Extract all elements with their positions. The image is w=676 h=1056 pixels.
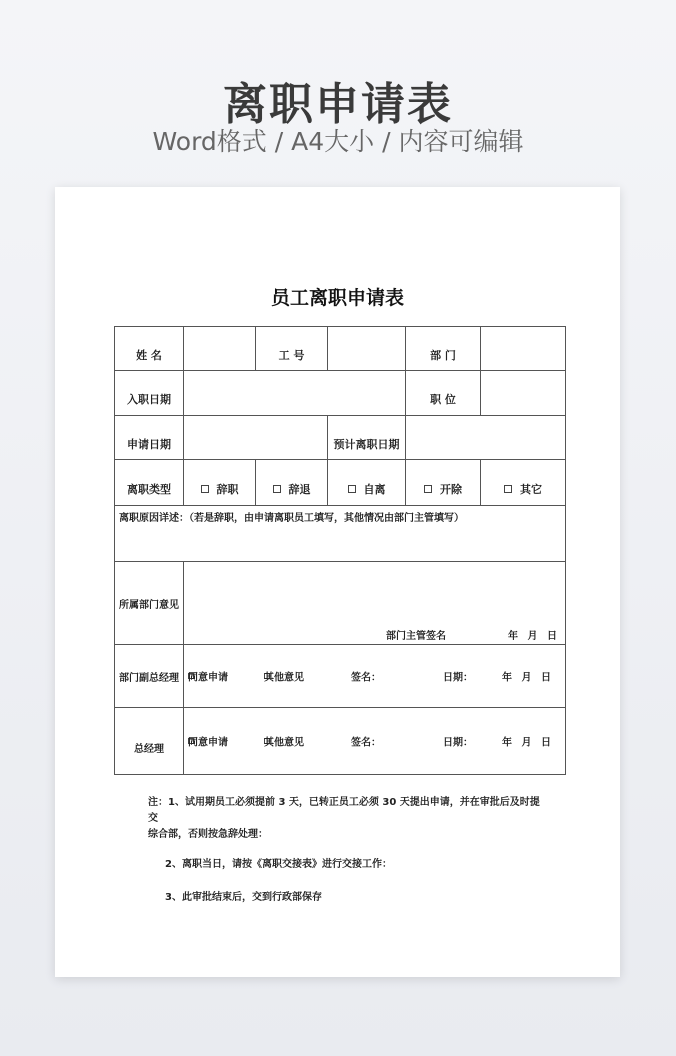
- option-fired[interactable]: 开除: [406, 460, 481, 506]
- option-self-leave[interactable]: 自离: [328, 460, 406, 506]
- gm-date-label: 日期：: [443, 737, 473, 749]
- label-entry-date: 入职日期: [115, 371, 184, 416]
- document-page: [55, 187, 620, 977]
- checkbox-icon[interactable]: [424, 485, 432, 493]
- label-apply-date: 申请日期: [115, 416, 184, 460]
- label-dept-opinion: 所属部门意见: [115, 562, 184, 645]
- option-other[interactable]: 其它: [481, 460, 566, 506]
- notes-section: [148, 795, 548, 906]
- note-1-line-2: 综合部，否则按急辞处理：: [148, 829, 268, 840]
- field-expected-date[interactable]: [406, 416, 566, 460]
- vp-approval-cell[interactable]: 同意申请 其他意见 签名： 日期： 年 月 日: [184, 645, 566, 708]
- field-position[interactable]: [481, 371, 566, 416]
- checkbox-icon[interactable]: [273, 485, 281, 493]
- field-employee-id[interactable]: [328, 327, 406, 371]
- field-apply-date[interactable]: [184, 416, 328, 460]
- vp-date-label: 日期：: [443, 672, 473, 684]
- gm-sign-label: 签名：: [351, 737, 381, 749]
- resignation-form-table: [114, 326, 566, 775]
- dept-opinion-cell[interactable]: [184, 562, 566, 645]
- dept-opinion-date: 年 月 日: [508, 631, 557, 642]
- label-expected-date: 预计离职日期: [328, 416, 406, 460]
- page-hero-subtitle: Word格式 / A4大小 / 内容可编辑: [152, 127, 524, 156]
- gm-date-value: 年 月 日: [502, 737, 551, 749]
- label-employee-id: 工 号: [256, 327, 328, 371]
- field-department[interactable]: [481, 327, 566, 371]
- checkbox-icon[interactable]: [201, 485, 209, 493]
- note-1-line-1: 注：1、试用期员工必须提前 3 天，已转正员工必须 30 天提出申请，并在审批后及时提交: [148, 797, 540, 824]
- supervisor-signature-label: 部门主管签名: [386, 631, 446, 642]
- option-resign[interactable]: 辞职: [184, 460, 256, 506]
- label-gm-approval: 总经理: [115, 708, 184, 775]
- option-dismiss[interactable]: 辞退: [256, 460, 328, 506]
- reason-detail-cell[interactable]: [115, 506, 566, 562]
- note-2: 2、离职当日，请按《离职交接表》进行交接工作：: [165, 859, 392, 870]
- page-hero-title: 离职申请表: [223, 79, 453, 130]
- gm-approval-cell[interactable]: 同意申请 其他意见 签名： 日期： 年 月 日: [184, 708, 566, 775]
- label-position: 职 位: [406, 371, 481, 416]
- label-name: 姓 名: [115, 327, 184, 371]
- checkbox-icon[interactable]: [504, 485, 512, 493]
- reason-detail-label: 离职原因详述：（若是辞职，由申请离职员工填写，其他情况由部门主管填写）: [119, 513, 464, 524]
- document-title: 员工离职申请表: [270, 287, 404, 309]
- note-3: 3、此审批结束后，交到行政部保存: [165, 892, 322, 903]
- label-vp-approval: 部门副总经理: [115, 645, 184, 708]
- field-entry-date[interactable]: [184, 371, 406, 416]
- vp-date-value: 年 月 日: [502, 672, 551, 684]
- field-name[interactable]: [184, 327, 256, 371]
- checkbox-icon[interactable]: [348, 485, 356, 493]
- label-resignation-type: 离职类型: [115, 460, 184, 506]
- label-department: 部 门: [406, 327, 481, 371]
- vp-sign-label: 签名：: [351, 672, 381, 684]
